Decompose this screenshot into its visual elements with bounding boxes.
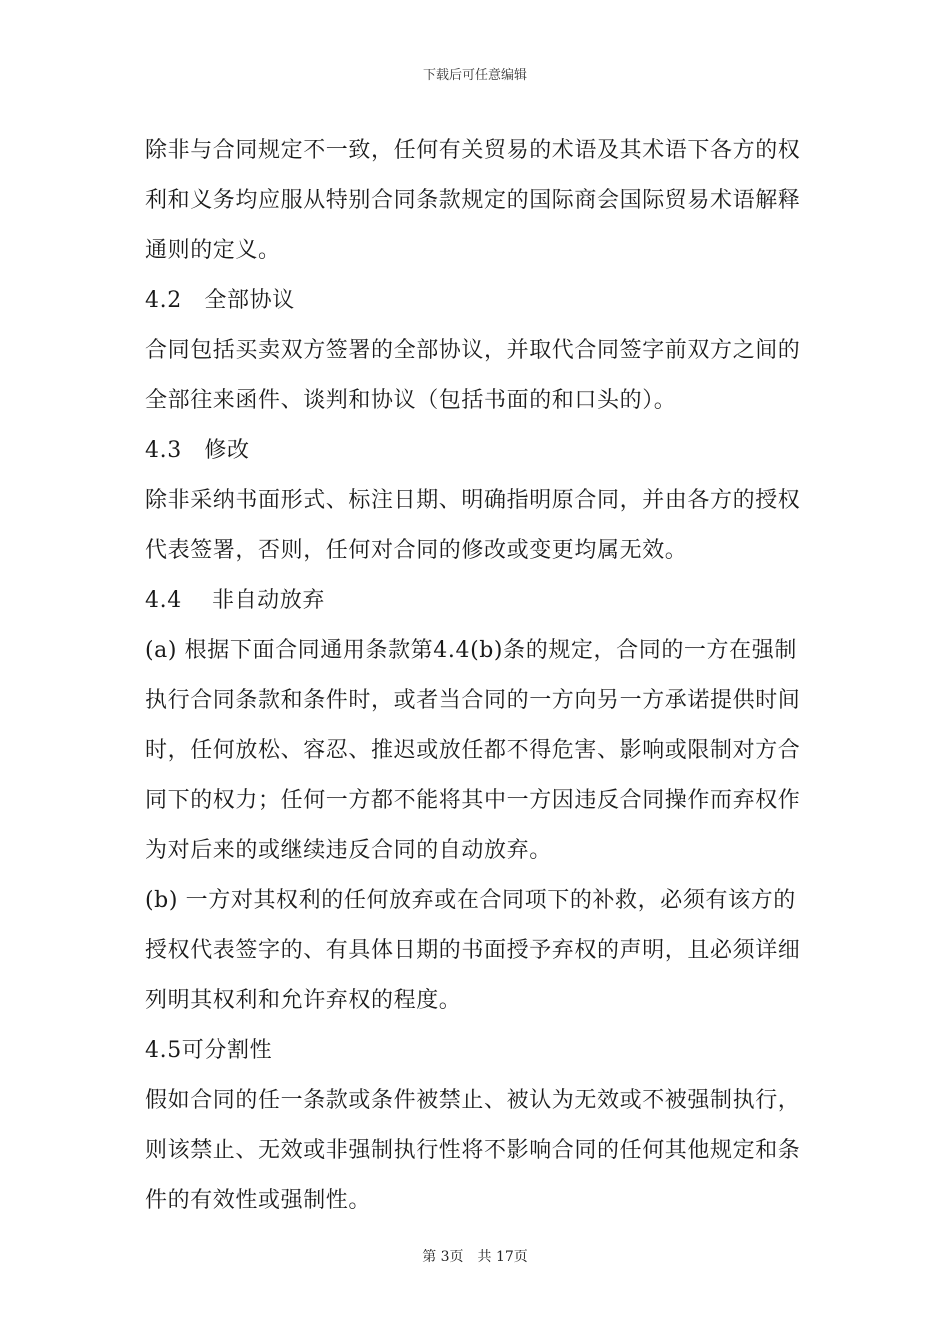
text-line: 利和义务均应服从特别合同条款规定的国际商会国际贸易术语解释 <box>145 188 801 213</box>
text-line: 为对后来的或继续违反合同的自动放弃。 <box>145 838 552 863</box>
text-line: 则该禁止、无效或非强制执行性将不影响合同的任何其他规定和条 <box>145 1138 801 1163</box>
text-line: 执行合同条款和条件时，或者当合同的一方向另一方承诺提供时间 <box>145 688 801 713</box>
text-line: 全部往来函件、谈判和协议（包括书面的和口头的）。 <box>145 388 677 413</box>
text-line: 代表签署，否则，任何对合同的修改或变更均属无效。 <box>145 538 688 563</box>
text-line: 授权代表签字的、有具体日期的书面授予弃权的声明，且必须详细 <box>145 938 801 963</box>
text-line: 合同包括买卖双方签署的全部协议，并取代合同签字前双方之间的 <box>145 338 801 363</box>
page-footer: 第 3页 共 17页 <box>422 1249 528 1265</box>
text-line: (a) 根据下面合同通用条款第4.4(b)条的规定，合同的一方在强制 <box>145 638 797 663</box>
text-line: 假如合同的任一条款或条件被禁止、被认为无效或不被强制执行， <box>145 1088 801 1113</box>
text-line: 件的有效性或强制性。 <box>145 1188 372 1213</box>
page-header: 下载后可任意编辑 <box>422 68 527 83</box>
text-line: 除非采纳书面形式、标注日期、明确指明原合同，并由各方的授权 <box>145 488 801 513</box>
section-heading-4-4: 4.4 非自动放弃 <box>145 588 325 613</box>
text-line: 除非与合同规定不一致，任何有关贸易的术语及其术语下各方的权 <box>145 138 801 163</box>
text-line: 同下的权力；任何一方都不能将其中一方因违反合同操作而弃权作 <box>145 788 801 813</box>
text-line: (b) 一方对其权利的任何放弃或在合同项下的补救，必须有该方的 <box>145 888 796 913</box>
text-line: 通则的定义。 <box>145 238 281 263</box>
section-heading-4-2: 4.2 全部协议 <box>145 288 295 313</box>
section-heading-4-5: 4.5可分割性 <box>145 1038 273 1063</box>
section-heading-4-3: 4.3 修改 <box>145 438 250 463</box>
document-body <box>145 126 810 1226</box>
text-line: 列明其权利和允许弃权的程度。 <box>145 988 462 1013</box>
text-line: 时，任何放松、容忍、推迟或放任都不得危害、影响或限制对方合 <box>145 738 801 763</box>
